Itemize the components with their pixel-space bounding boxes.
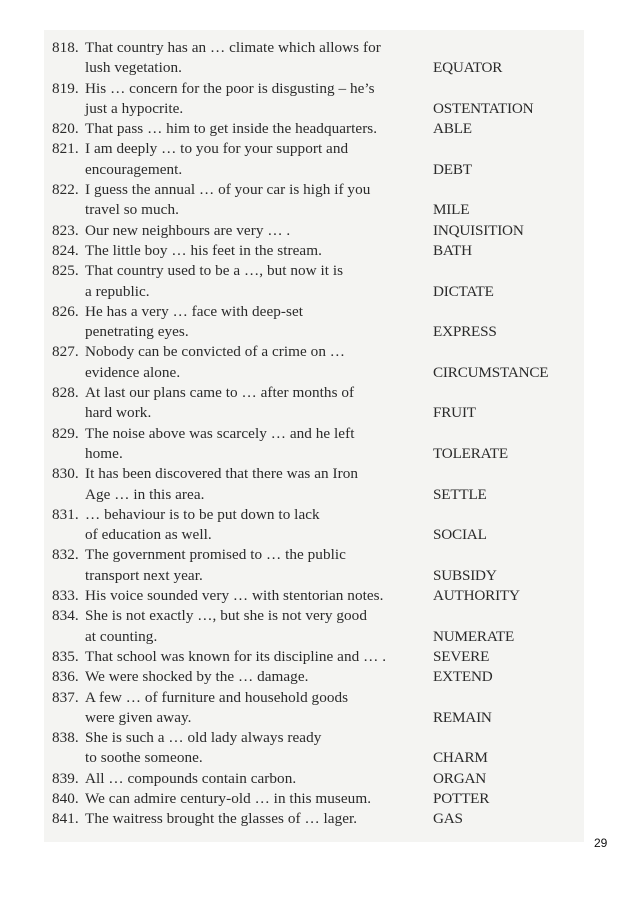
exercise-item — [52, 545, 572, 586]
exercise-line — [52, 79, 572, 99]
exercise-line — [52, 545, 572, 565]
sentence-text: just a hypocrite. — [85, 99, 184, 117]
exercise-item — [52, 647, 572, 667]
sentence-text: Age … in this area. — [85, 485, 205, 503]
exercise-item — [52, 606, 572, 647]
exercise-item — [52, 342, 572, 383]
exercise-continuation-line — [52, 525, 572, 545]
exercise-number: 841. — [52, 810, 79, 828]
sentence-text: of education as well. — [85, 526, 212, 544]
sentence-text: All … compounds contain carbon. — [85, 769, 297, 787]
exercise-continuation-line — [52, 748, 572, 768]
word-prompt: ABLE — [433, 120, 472, 138]
exercise-continuation-line — [52, 200, 572, 220]
exercise-line — [52, 424, 572, 444]
exercise-line — [52, 789, 572, 809]
exercise-line — [52, 221, 572, 241]
exercise-continuation-line — [52, 99, 572, 119]
exercise-item — [52, 728, 572, 769]
word-prompt: EQUATOR — [433, 59, 503, 77]
word-prompt: POTTER — [433, 789, 490, 807]
exercise-continuation-line — [52, 58, 572, 78]
word-prompt: CHARM — [433, 749, 488, 767]
word-prompt: TOLERATE — [433, 444, 508, 462]
word-prompt: EXPRESS — [433, 323, 497, 341]
exercise-line — [52, 342, 572, 362]
sentence-text: That school was known for its discipline and … . — [85, 647, 387, 665]
word-prompt: INQUISITION — [433, 221, 524, 239]
exercise-number: 833. — [52, 587, 79, 605]
exercise-item — [52, 383, 572, 424]
exercise-item — [52, 261, 572, 302]
exercise-line — [52, 769, 572, 789]
sentence-text: were given away. — [85, 708, 192, 726]
exercise-line — [52, 586, 572, 606]
sentence-text: lush vegetation. — [85, 59, 182, 77]
word-prompt: FRUIT — [433, 404, 476, 422]
exercise-continuation-line — [52, 160, 572, 180]
exercise-number: 820. — [52, 120, 79, 138]
sentence-text: The waitress brought the glasses of … lager. — [85, 810, 358, 828]
exercise-number: 834. — [52, 607, 79, 625]
exercise-number: 835. — [52, 647, 79, 665]
exercise-line — [52, 383, 572, 403]
exercise-line — [52, 302, 572, 322]
sentence-text: She is such a … old lady always ready — [85, 729, 322, 747]
word-prompt: ORGAN — [433, 769, 487, 787]
word-prompt: REMAIN — [433, 708, 492, 726]
sentence-text: The little boy … his feet in the stream. — [85, 241, 322, 259]
sentence-text: His voice sounded very … with stentorian notes. — [85, 587, 384, 605]
exercise-number: 832. — [52, 546, 79, 564]
exercise-item — [52, 424, 572, 465]
exercise-continuation-line — [52, 485, 572, 505]
exercise-item — [52, 38, 572, 79]
exercise-continuation-line — [52, 627, 572, 647]
sentence-text: a republic. — [85, 282, 150, 300]
exercise-number: 836. — [52, 668, 79, 686]
sentence-text: We were shocked by the … damage. — [85, 668, 309, 686]
sentence-text: evidence alone. — [85, 363, 181, 381]
exercise-number: 819. — [52, 79, 79, 97]
exercise-item — [52, 505, 572, 546]
sentence-text: That country has an … climate which allows for — [85, 39, 381, 56]
sentence-text: That country used to be a …, but now it is — [85, 262, 344, 280]
sentence-text: transport next year. — [85, 566, 203, 584]
exercise-number: 827. — [52, 343, 79, 361]
sentence-text: encouragement. — [85, 160, 183, 178]
exercise-item — [52, 688, 572, 729]
exercise-line — [52, 119, 572, 139]
sentence-text: A few … of furniture and household goods — [85, 688, 349, 706]
exercise-continuation-line — [52, 322, 572, 342]
sentence-text: hard work. — [85, 404, 152, 422]
exercise-number: 839. — [52, 769, 79, 787]
word-prompt: MILE — [433, 201, 470, 219]
word-prompt: SOCIAL — [433, 526, 487, 544]
exercise-continuation-line — [52, 566, 572, 586]
word-prompt: BATH — [433, 241, 472, 259]
word-prompt: SEVERE — [433, 647, 490, 665]
sentence-text: Nobody can be convicted of a crime on … — [85, 343, 346, 361]
exercise-number: 821. — [52, 140, 79, 158]
page-number: 29 — [594, 836, 608, 850]
exercise-item — [52, 667, 572, 687]
sentence-text: We can admire century-old … in this museum. — [85, 789, 372, 807]
exercise-continuation-line — [52, 363, 572, 383]
exercise-line — [52, 667, 572, 687]
exercise-line — [52, 241, 572, 261]
word-prompt: NUMERATE — [433, 627, 515, 645]
exercise-number: 840. — [52, 789, 79, 807]
exercise-line — [52, 261, 572, 281]
exercise-item — [52, 302, 572, 343]
exercise-number: 837. — [52, 688, 79, 706]
exercise-item — [52, 241, 572, 261]
exercise-number: 830. — [52, 465, 79, 483]
word-prompt: AUTHORITY — [433, 587, 520, 605]
exercise-line — [52, 728, 572, 748]
sentence-text: penetrating eyes. — [85, 323, 189, 341]
sentence-text: That pass … him to get inside the headquarters. — [85, 120, 378, 138]
exercise-number: 825. — [52, 262, 79, 280]
exercise-line — [52, 38, 572, 58]
exercise-item — [52, 139, 572, 180]
word-prompt: GAS — [433, 810, 463, 828]
exercise-continuation-line — [52, 708, 572, 728]
exercise-item — [52, 586, 572, 606]
exercise-item — [52, 79, 572, 120]
sentence-text: At last our plans came to … after months of — [85, 384, 355, 402]
exercise-number: 818. — [52, 39, 79, 56]
exercise-number: 824. — [52, 241, 79, 259]
exercise-continuation-line — [52, 444, 572, 464]
sentence-text: to soothe someone. — [85, 749, 203, 767]
word-prompt: SUBSIDY — [433, 566, 497, 584]
word-prompt: DEBT — [433, 160, 472, 178]
sentence-text: He has a very … face with deep-set — [85, 302, 304, 320]
exercise-item — [52, 789, 572, 809]
sentence-text: travel so much. — [85, 201, 179, 219]
exercise-line — [52, 139, 572, 159]
exercise-line — [52, 688, 572, 708]
exercise-item — [52, 769, 572, 789]
exercise-number: 828. — [52, 384, 79, 402]
sentence-text: She is not exactly …, but she is not very good — [85, 607, 367, 625]
exercise-line — [52, 809, 572, 829]
exercise-item — [52, 464, 572, 505]
sentence-text: home. — [85, 444, 123, 462]
exercise-number: 831. — [52, 505, 79, 523]
word-prompt: DICTATE — [433, 282, 494, 300]
sentence-text: His … concern for the poor is disgusting – he’s — [85, 79, 375, 97]
exercise-list — [52, 38, 572, 830]
sentence-text: The government promised to … the public — [85, 546, 346, 564]
sentence-text: The noise above was scarcely … and he left — [85, 424, 355, 442]
sentence-text: It has been discovered that there was an Iron — [85, 465, 358, 483]
sentence-text: … behaviour is to be put down to lack — [85, 505, 320, 523]
exercise-line — [52, 180, 572, 200]
exercise-line — [52, 464, 572, 484]
word-prompt: OSTENTATION — [433, 99, 534, 117]
sentence-text: at counting. — [85, 627, 158, 645]
word-prompt: EXTEND — [433, 668, 493, 686]
exercise-line — [52, 505, 572, 525]
exercise-line — [52, 647, 572, 667]
exercise-number: 826. — [52, 302, 79, 320]
exercise-continuation-line — [52, 282, 572, 302]
exercise-number: 823. — [52, 221, 79, 239]
exercise-line — [52, 606, 572, 626]
exercise-item — [52, 809, 572, 829]
word-prompt: SETTLE — [433, 485, 487, 503]
sentence-text: Our new neighbours are very … . — [85, 221, 291, 239]
exercise-item — [52, 180, 572, 221]
sentence-text: I am deeply … to you for your support and — [85, 140, 349, 158]
word-prompt: CIRCUMSTANCE — [433, 363, 549, 381]
exercise-number: 829. — [52, 424, 79, 442]
sentence-text: I guess the annual … of your car is high if you — [85, 181, 371, 199]
exercise-item — [52, 119, 572, 139]
exercise-number: 822. — [52, 181, 79, 199]
exercise-number: 838. — [52, 729, 79, 747]
exercise-item — [52, 221, 572, 241]
exercise-continuation-line — [52, 403, 572, 423]
